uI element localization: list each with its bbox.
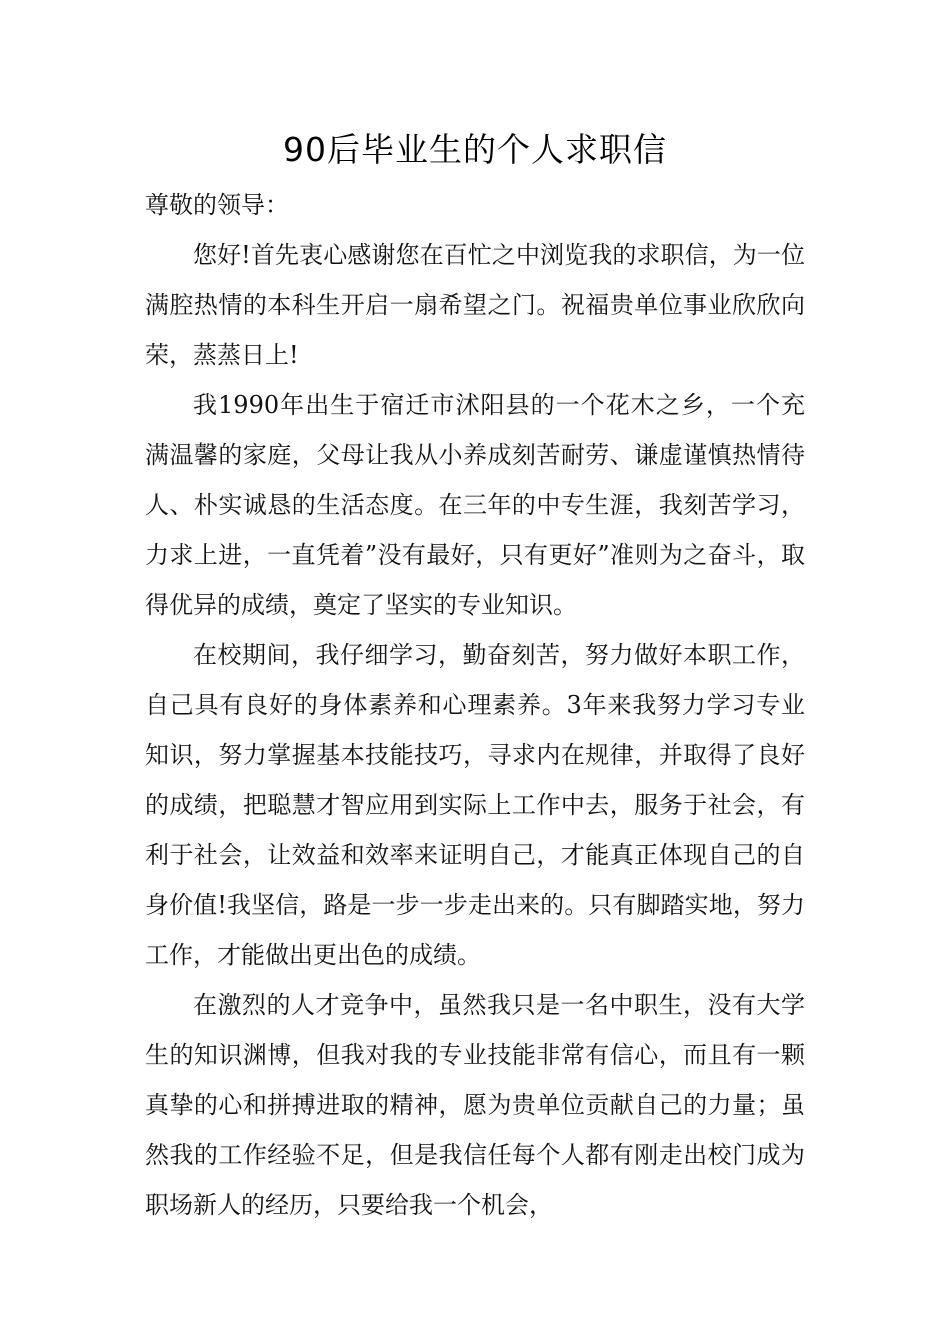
paragraph-4: 在激烈的人才竞争中，虽然我只是一名中职生，没有大学生的知识渊博，但我对我的专业技能非常有信心，而且有一颗真挚的心和拼搏进取的精神，愿为贵单位贡献自己的力量；虽然我的工作经验不足，但是我信任每个人都有刚走出校门成为职场新人的经历，只要给我一个机会，	[145, 991, 805, 1219]
document-title: 90后毕业生的个人求职信	[283, 130, 667, 169]
greeting-line: 尊敬的领导：	[145, 191, 289, 219]
paragraph-1: 您好!首先衷心感谢您在百忙之中浏览我的求职信，为一位满腔热情的本科生开启一扇希望之门。祝福贵单位事业欣欣向荣，蒸蒸日上!	[145, 241, 805, 369]
paragraph-2: 我1990年出生于宿迁市沭阳县的一个花木之乡，一个充满温馨的家庭，父母让我从小养成刻苦耐劳、谦虚谨慎热情待人、朴实诚恳的生活态度。在三年的中专生涯，我刻苦学习，力求上进，一直凭着”没有最好，只有更好”准则为之奋斗，取得优异的成绩，奠定了坚实的专业知识。	[145, 391, 805, 619]
document-page	[145, 120, 805, 1230]
paragraph-3: 在校期间，我仔细学习，勤奋刻苦，努力做好本职工作，自己具有良好的身体素养和心理素养。3年来我努力学习专业知识，努力掌握基本技能技巧，寻求内在规律，并取得了良好的成绩，把聪慧才智应用到实际上工作中去，服务于社会，有利于社会，让效益和效率来证明自己，才能真正体现自己的自身价值!我坚信，路是一步一步走出来的。只有脚踏实地，努力工作，才能做出更出色的成绩。	[145, 641, 805, 969]
